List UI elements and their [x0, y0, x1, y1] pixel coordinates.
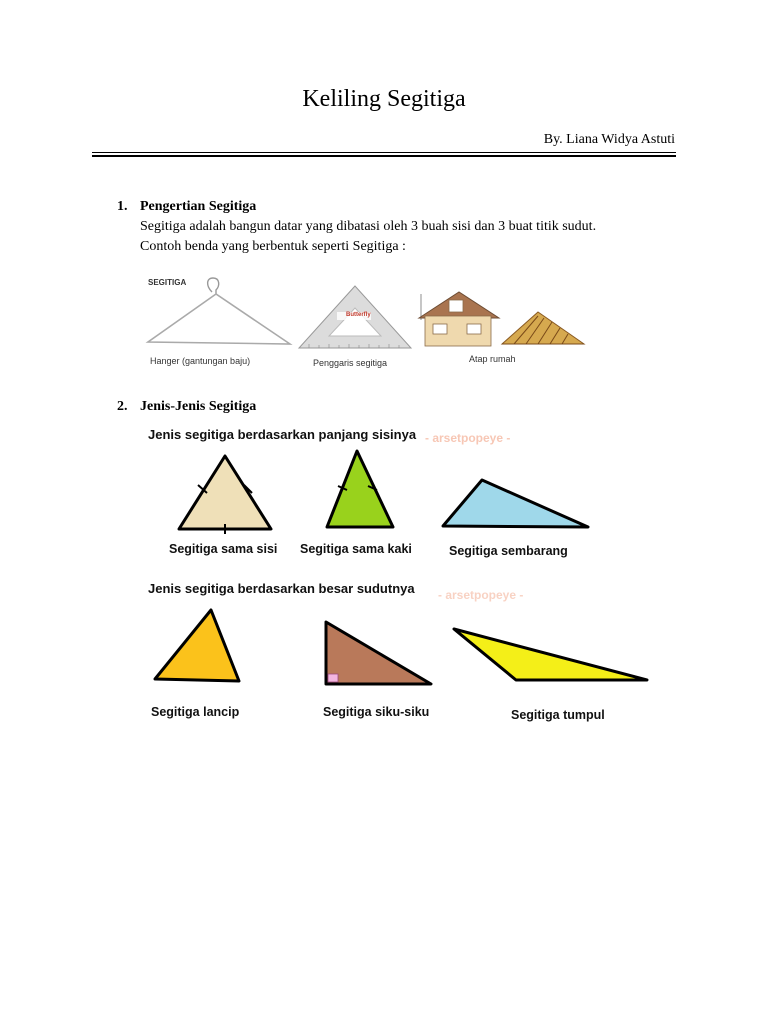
header-rule-thick	[92, 155, 676, 157]
author-line: By. Liana Widya Astuti	[543, 132, 675, 147]
sides-heading: Jenis segitiga berdasarkan panjang sisinya	[148, 427, 417, 442]
caption-scalene: Segitiga sembarang	[449, 544, 568, 558]
triangle-objects-figure	[140, 272, 590, 372]
roof-caption: Atap rumah	[469, 354, 516, 364]
angles-triangles	[150, 604, 650, 694]
right-triangle	[326, 622, 431, 684]
section1-number: 1.	[117, 199, 128, 214]
watermark-top: - arsetpopeye -	[425, 431, 511, 445]
caption-right: Segitiga siku-siku	[323, 705, 430, 719]
ruler-brand: Butterfly	[346, 312, 371, 318]
right-angle-marker	[328, 674, 338, 682]
house-icon	[415, 286, 505, 350]
caption-equilateral: Segitiga sama sisi	[169, 542, 278, 556]
angles-heading: Jenis segitiga berdasarkan besar sudutnya	[148, 581, 415, 596]
section2-heading: Jenis-Jenis Segitiga	[140, 399, 257, 414]
caption-obtuse: Segitiga tumpul	[511, 708, 605, 722]
equilateral-triangle	[179, 456, 271, 529]
hanger-caption: Hanger (gantungan baju)	[150, 356, 251, 366]
caption-isosceles: Segitiga sama kaki	[300, 542, 412, 556]
ruler-caption: Penggaris segitiga	[313, 358, 388, 368]
section2-number: 2.	[117, 399, 128, 414]
sides-triangles	[160, 446, 610, 536]
section1-paragraph2: Contoh benda yang berbentuk seperti Segitiga :	[140, 239, 406, 254]
roof-frame-icon	[498, 306, 588, 350]
section1-heading: Pengertian Segitiga	[140, 199, 257, 214]
section1-paragraph1: Segitiga adalah bangun datar yang dibatasi oleh 3 buah sisi dan 3 buat titik sudut.	[140, 219, 597, 234]
watermark-bottom: - arsetpopeye -	[438, 588, 524, 602]
header-rule-thin	[92, 152, 676, 153]
hanger-icon	[140, 272, 300, 352]
isosceles-triangle	[327, 451, 393, 527]
acute-triangle	[155, 610, 239, 681]
figure-label: SEGITIGA	[148, 278, 187, 287]
caption-acute: Segitiga lancip	[151, 705, 240, 719]
scalene-triangle	[443, 480, 588, 527]
document-title: Keliling Segitiga	[302, 86, 466, 112]
obtuse-triangle	[454, 629, 647, 680]
